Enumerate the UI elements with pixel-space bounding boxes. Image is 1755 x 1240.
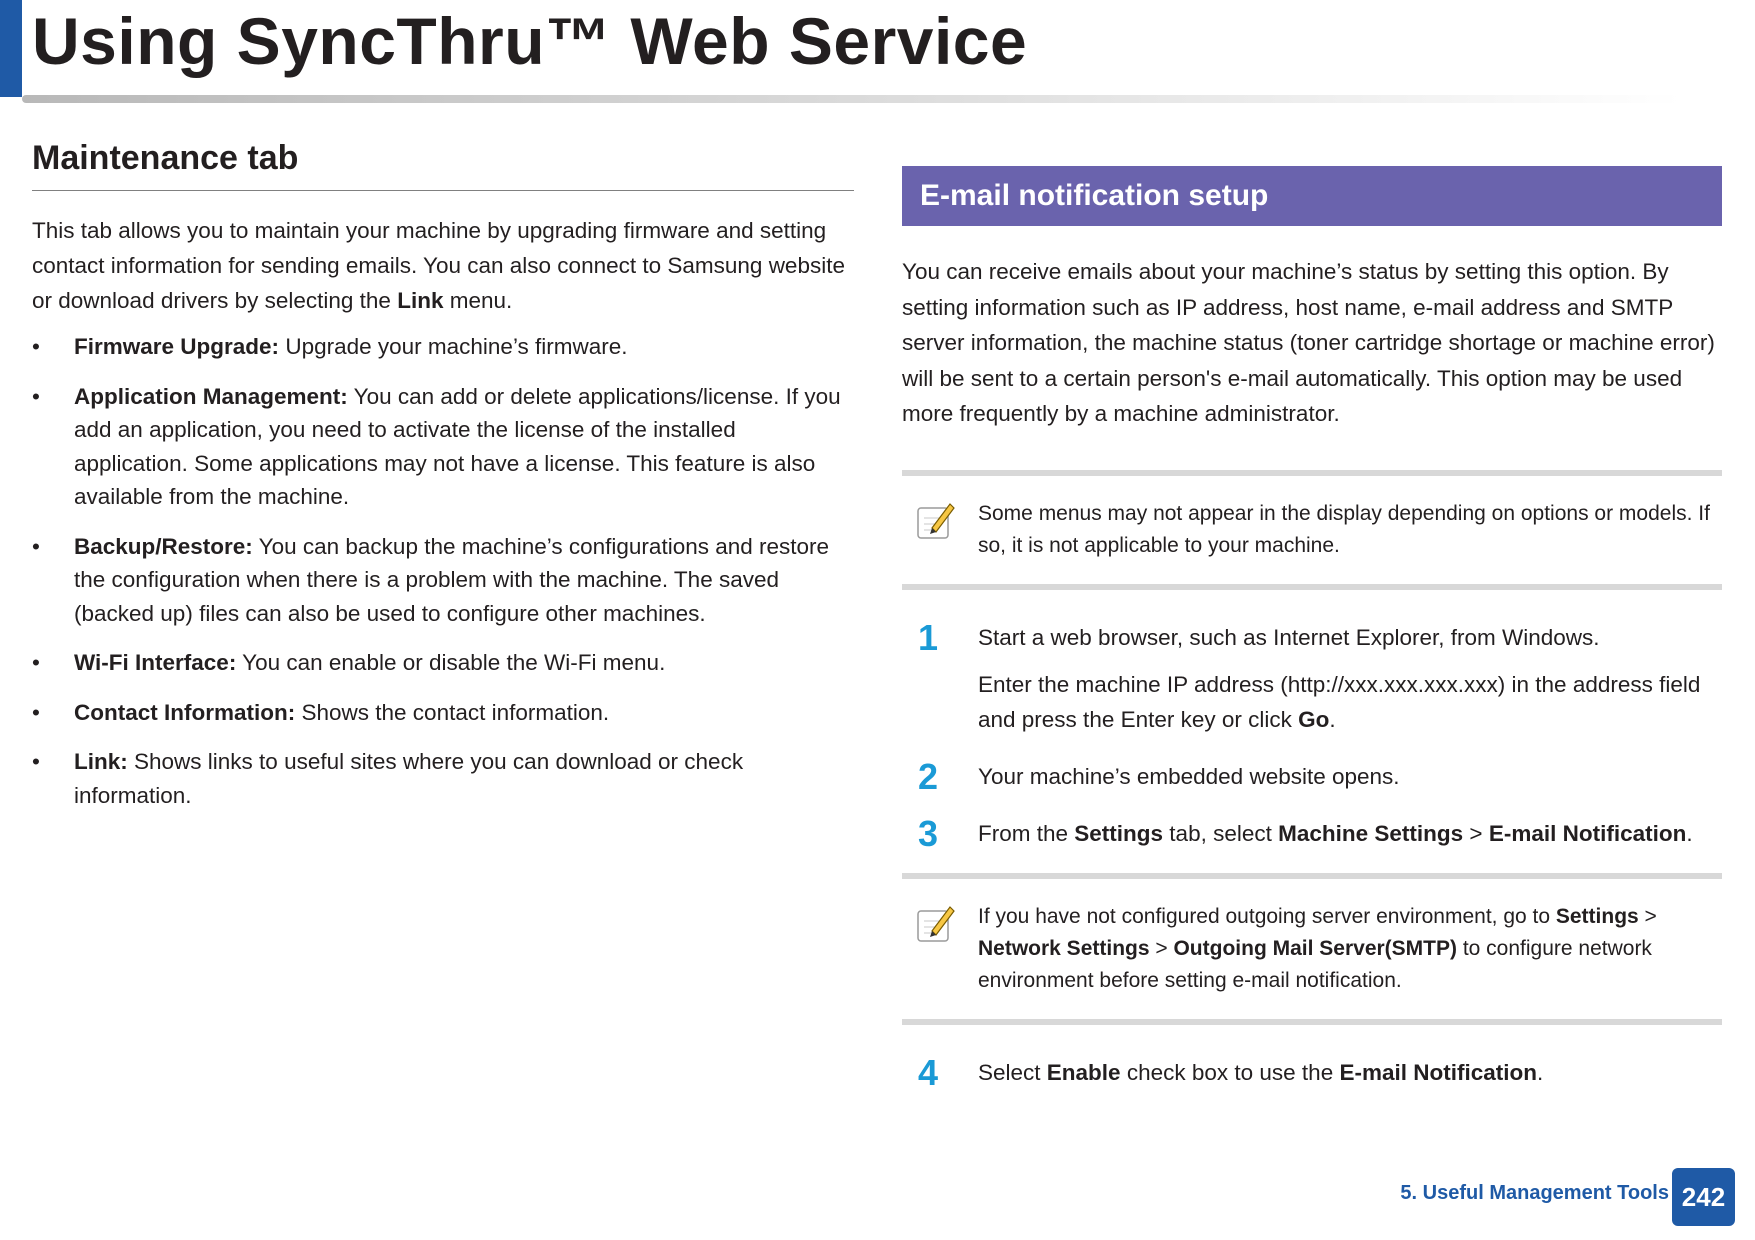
title-accent-bar	[0, 0, 22, 97]
step-item	[902, 616, 1722, 737]
step-item	[902, 1051, 1722, 1093]
item-term: Contact Information:	[74, 699, 296, 725]
step-text-part: check box to use the	[1120, 1059, 1340, 1085]
steps-list	[902, 1051, 1722, 1093]
list-item	[32, 530, 854, 631]
step-item	[902, 755, 1722, 797]
intro-link-term: Link	[397, 288, 444, 313]
note-text-part: >	[1149, 936, 1174, 960]
go-term: Go	[1298, 706, 1330, 732]
note-pencil-icon	[916, 903, 956, 943]
note-text-part: If you have not configured outgoing server environment, go to	[978, 904, 1556, 928]
item-term: Application Management:	[74, 383, 348, 409]
section-band-title: E-mail notification setup	[902, 166, 1722, 226]
step-text-part: tab, select	[1163, 820, 1279, 846]
page-title: Using SyncThru™ Web Service	[32, 4, 1028, 78]
machine-settings-term: Machine Settings	[1278, 820, 1464, 846]
item-text: You can backup the machine’s configurations and restore the configuration when there is a problem with the machine. The saved (backed up) files can also be used to configure other machines.	[74, 533, 830, 626]
maintenance-section	[32, 136, 854, 828]
bullet-icon: •	[32, 650, 40, 675]
note-text: Some menus may not appear in the display depending on options or models. If so, it is not applicable to your machine.	[978, 501, 1710, 557]
intro-text: This tab allows you to maintain your machine by upgrading firmware and setting contact information for sending emails. You can also connect to Samsung website or download drivers by selecting the	[32, 218, 845, 313]
step-number: 3	[918, 812, 939, 854]
email-notification-term: E-mail Notification	[1488, 820, 1687, 846]
step-text: Your machine’s embedded website opens.	[978, 763, 1400, 789]
step-text	[978, 816, 1722, 851]
step-text-part: Enter the machine IP address (http://xxx.xxx.xxx.xxx) in the address field and press the Enter key or click	[978, 671, 1701, 732]
list-item	[32, 745, 854, 812]
step-text-part: >	[1463, 820, 1489, 846]
step-number: 2	[918, 755, 939, 797]
list-item	[32, 380, 854, 514]
section-intro	[32, 213, 854, 318]
intro-text-end: menu.	[443, 288, 513, 313]
step-item	[902, 812, 1722, 854]
chapter-label: 5. Useful Management Tools	[1400, 1182, 1669, 1204]
bullet-icon: •	[32, 699, 40, 725]
bullet-icon: •	[32, 533, 40, 559]
list-item	[32, 696, 854, 730]
bullet-icon: •	[32, 383, 40, 409]
network-settings-term: Network Settings	[978, 936, 1150, 960]
item-text: Shows the contact information.	[295, 699, 610, 725]
item-term: Link:	[74, 749, 128, 774]
section-divider	[32, 190, 854, 191]
item-text: Upgrade your machine’s firmware.	[279, 334, 628, 359]
step-text	[978, 1055, 1722, 1090]
smtp-term: Outgoing Mail Server(SMTP)	[1173, 936, 1457, 960]
note-text-part: to configure network environment before setting e-mail notification.	[978, 936, 1652, 992]
enable-term: Enable	[1046, 1059, 1121, 1085]
settings-term: Settings	[1555, 904, 1639, 928]
section-intro: You can receive emails about your machine’s status by setting this option. By setting information such as IP address, host name, e-mail address and SMTP server information, the machine status (toner cartridge shortage or machine error) will be sent to a certain person's e-mail automatically. This option may be used more frequently by a machine administrator.	[902, 259, 1715, 426]
bullet-icon: •	[32, 749, 40, 774]
note-text	[978, 905, 1657, 992]
item-term: Backup/Restore:	[74, 533, 253, 559]
step-text-part: From the	[978, 820, 1075, 846]
item-text: You can enable or disable the Wi-Fi menu.	[236, 650, 666, 675]
step-text-part: .	[1329, 706, 1336, 732]
title-divider	[22, 95, 1682, 103]
section-heading: Maintenance tab	[32, 139, 299, 177]
page-number-badge: 242	[1672, 1168, 1735, 1226]
step-text-part: .	[1536, 1059, 1544, 1085]
feature-list	[32, 330, 854, 812]
email-notification-section	[902, 166, 1722, 1112]
item-text: Shows links to useful sites where you can download or check information.	[74, 749, 744, 808]
note-pencil-icon	[916, 500, 956, 540]
note-box	[902, 873, 1722, 1025]
email-notification-term: E-mail Notification	[1339, 1059, 1537, 1085]
list-item	[32, 646, 854, 680]
step-subtext	[978, 667, 1722, 737]
item-text: You can add or delete applications/license. If you add an application, you need to activate the license of the installed application. Some applications may not have a license. This feature is also available from the machine.	[74, 383, 841, 509]
steps-list	[902, 616, 1722, 854]
settings-term: Settings	[1074, 820, 1164, 846]
step-text-part: Select	[978, 1059, 1047, 1085]
step-text-part: .	[1686, 820, 1693, 846]
note-text-part: >	[1638, 904, 1657, 928]
step-number: 1	[918, 616, 939, 658]
step-number: 4	[918, 1051, 939, 1093]
note-box	[902, 470, 1722, 590]
list-item	[32, 330, 854, 364]
bullet-icon: •	[32, 334, 40, 359]
item-term: Wi-Fi Interface:	[74, 650, 237, 675]
step-text: Start a web browser, such as Internet Explorer, from Windows.	[978, 624, 1600, 650]
item-term: Firmware Upgrade:	[74, 334, 280, 359]
